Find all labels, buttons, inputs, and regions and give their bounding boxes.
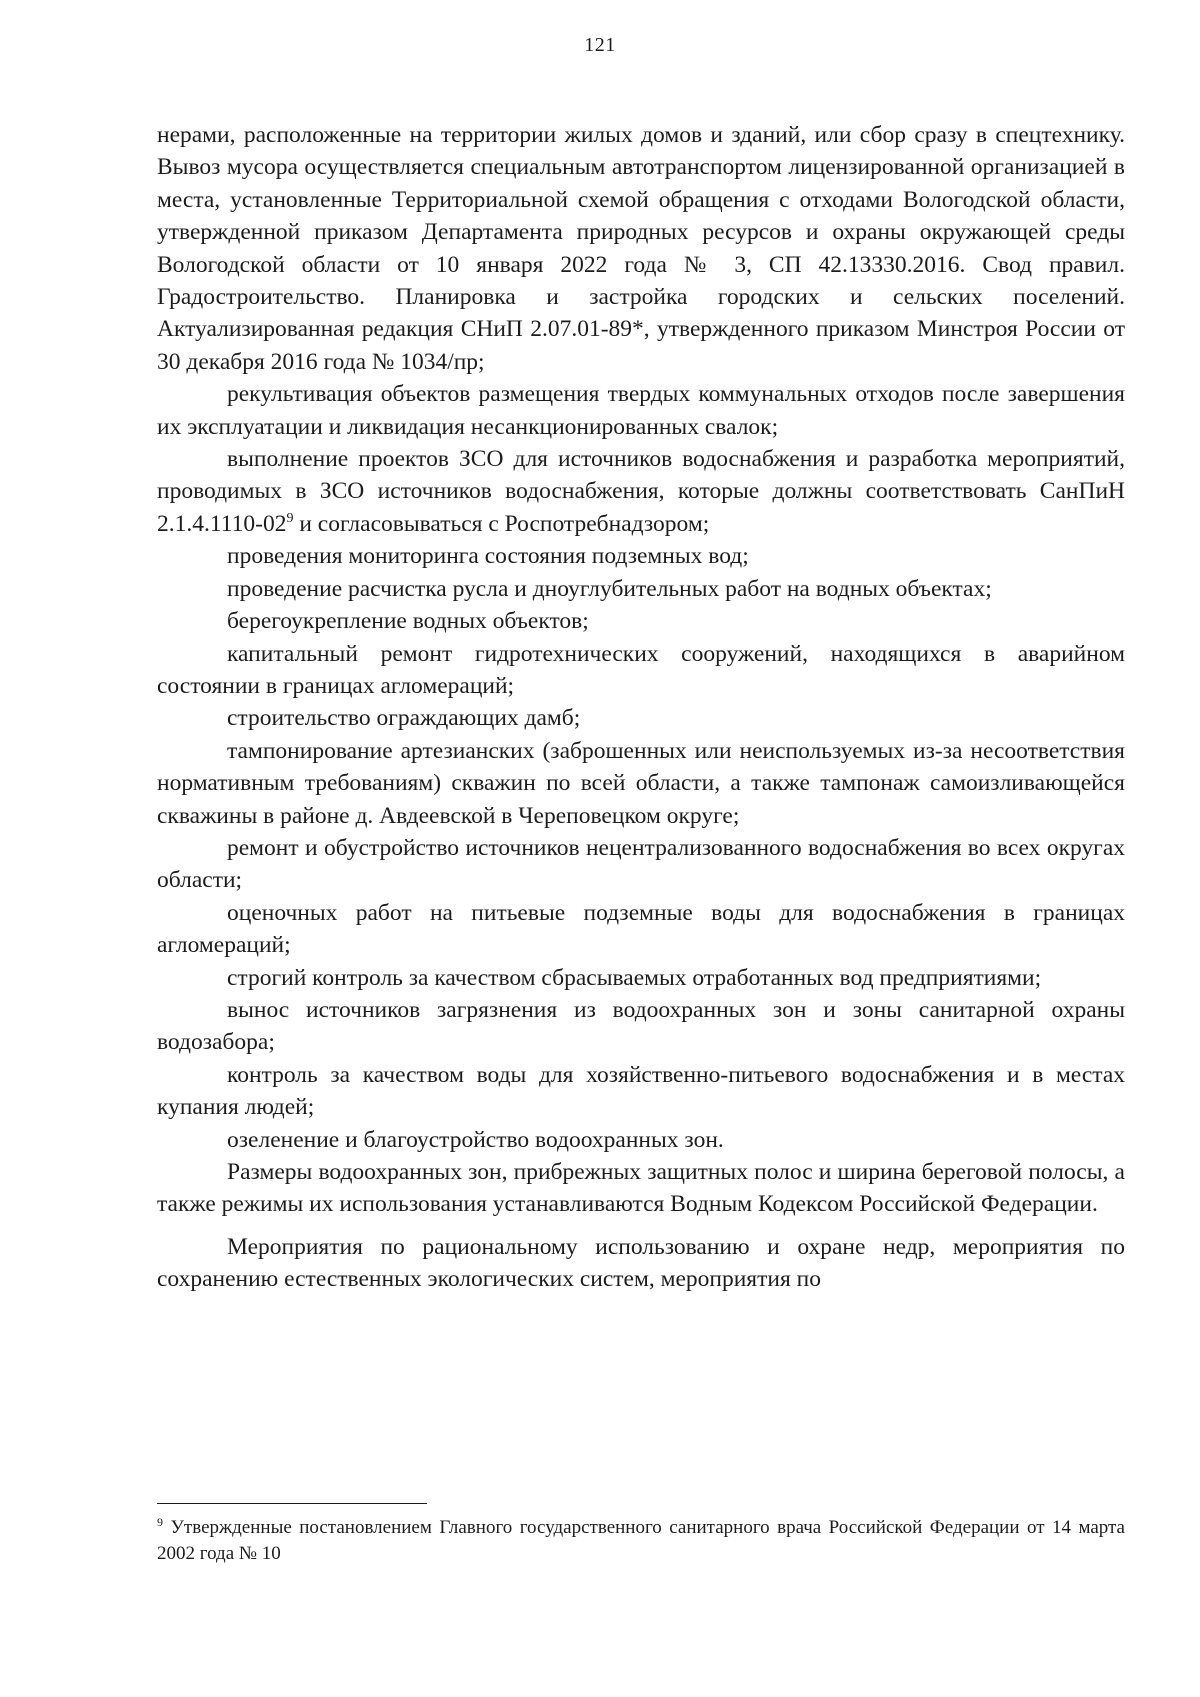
paragraph: Размеры водоохранных зон, прибрежных защитных полос и ширина береговой полосы, а также режимы их использования устанавливаются Водным Кодексом Российской Федерации. — [157, 1159, 1125, 1218]
paragraph: строгий контроль за качеством сбрасываемых отработанных вод предприятиями; — [227, 964, 1042, 991]
paragraph: берегоукрепление водных объектов; — [227, 608, 589, 635]
footnote — [157, 1515, 1125, 1567]
paragraph-text: выполнение проектов ЗСО для источников водоснабжения и разработка мероприятий, проводимых в ЗСО источников водоснабжения, которые должны соответствовать СанПиН 2.1.4.1110-02 — [157, 446, 1125, 537]
paragraph: проведения мониторинга состояния подземных вод; — [227, 543, 749, 570]
paragraph: озеленение и благоустройство водоохранных зон. — [227, 1126, 724, 1153]
body-text — [157, 119, 1125, 1296]
paragraph-text-tail: и согласовываться с Роспотребнадзором; — [293, 510, 710, 537]
paragraph: проведение расчистка русла и дноуглубительных работ на водных объектах; — [227, 575, 992, 602]
paragraph-with-footnote-ref — [157, 443, 1125, 540]
paragraph: Мероприятия по рациональному использованию и охране недр, мероприятия по сохранению естественных экологических систем, мероприятия по — [157, 1233, 1125, 1293]
footnote-text: Утвержденные постановлением Главного государственного санитарного врача Российской Федерации от 14 марта 2002 года № 10 — [157, 1517, 1125, 1564]
paragraph: ремонт и обустройство источников нецентрализованного водоснабжения во всех округах области; — [157, 834, 1125, 894]
paragraph: контроль за качеством воды для хозяйственно-питьевого водоснабжения и в местах купания людей; — [157, 1061, 1125, 1121]
page-number: 121 — [584, 34, 616, 56]
paragraph: капитальный ремонт гидротехнических сооружений, находящихся в аварийном состоянии в границах агломераций; — [157, 640, 1125, 699]
paragraph: нерами, расположенные на территории жилых домов и зданий, или сбор сразу в спецтехнику. Вывоз мусора осуществляется специальным автотранспортом лицензированной организацией в места, установленные Территориальной схемой обращения с отходами Вологодской области, утвержденной приказом Департамента природных ресурсов и охраны окружающей среды Вологодской области от 10 января 2022 года № 3, СП 42.13330.2016. Свод правил. Градостроительство. Планировка и застройка городских и сельских поселений. Актуализированная редакция СНиП 2.07.01-89*, утвержденного приказом Минстроя России от 30 декабря 2016 года № 1034/пр; — [157, 122, 1125, 375]
footnote-marker: 9 — [157, 1515, 163, 1529]
paragraph: рекультивация объектов размещения твердых коммунальных отходов после завершения их эксплуатации и ликвидация несанкционированных свалок; — [157, 381, 1125, 440]
paragraph: вынос источников загрязнения из водоохранных зон и зоны санитарной охраны водозабора; — [157, 996, 1125, 1056]
paragraph: тампонирование артезианских (заброшенных или неиспользуемых из-за несоответствия нормативным требованиям) скважин по всей области, а также тампонаж самоизливающейся скважины в районе д. Авдеевской в Череповецком округе; — [157, 737, 1125, 829]
footnote-separator — [157, 1503, 427, 1504]
paragraph: строительство ограждающих дамб; — [227, 705, 581, 732]
paragraph: оценочных работ на питьевые подземные воды для водоснабжения в границах агломераций; — [157, 899, 1125, 959]
footnote-reference: 9 — [286, 510, 294, 526]
